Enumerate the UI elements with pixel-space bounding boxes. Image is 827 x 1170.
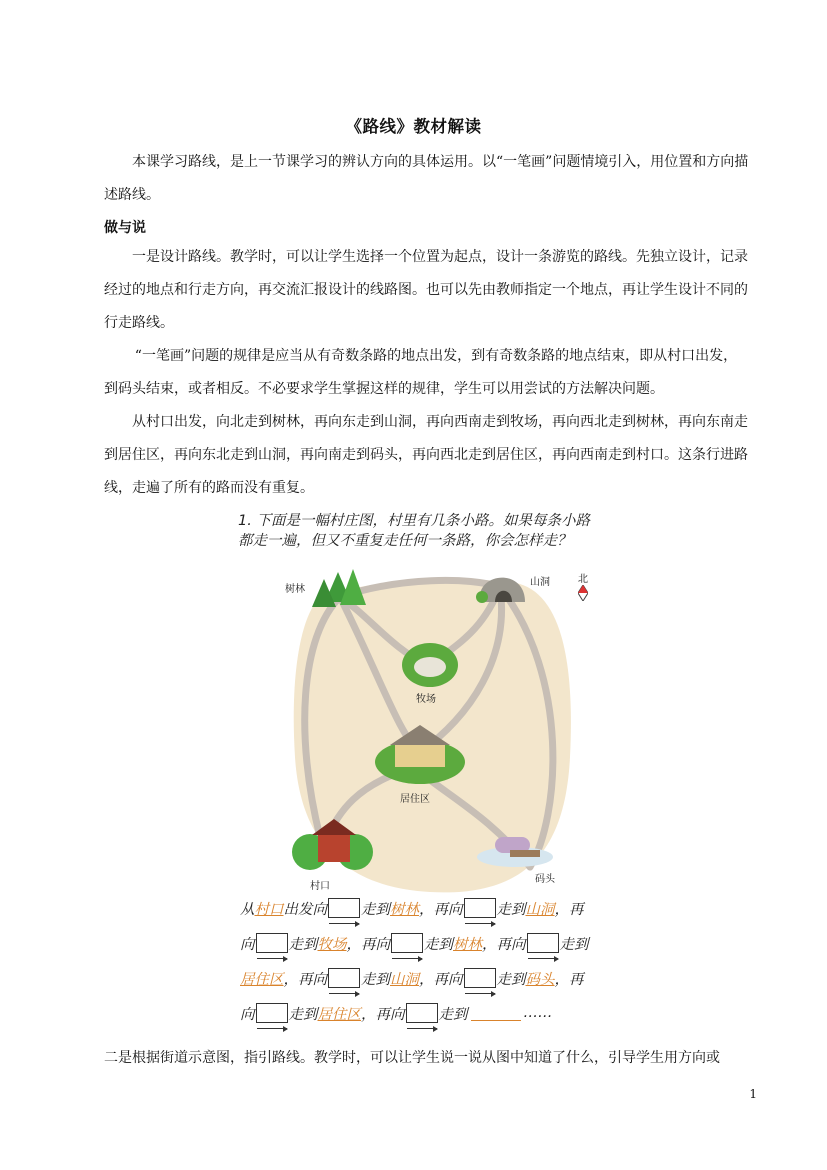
direction-blank[interactable]: [391, 933, 423, 953]
forest-icon: [312, 569, 366, 607]
north-indicator: [575, 570, 591, 604]
row-text: 走到: [288, 936, 318, 953]
pasture-icon: [402, 643, 458, 687]
row-text: ，再向: [482, 936, 526, 953]
place-forest: 树林: [453, 936, 482, 953]
paragraph-design-route: 一是设计路线。教学时，可以让学生选择一个位置为起点，设计一条游览的路线。先独立设计，记录经过的地点和行走方向，再交流汇报设计的线路图。也可以先由教师指定一个地点，再让学生设计不同的行走路线。: [104, 249, 748, 331]
label-cave: 山洞: [530, 577, 550, 588]
answer-line[interactable]: [471, 1006, 521, 1021]
row-text: 走到: [496, 971, 526, 988]
row-text: 走到: [496, 901, 526, 918]
row-text: 走到: [288, 1006, 318, 1023]
label-pasture: 牧场: [416, 694, 436, 705]
page-number: 1: [749, 1087, 757, 1101]
row-text: ，再向: [361, 1006, 405, 1023]
place-village: 村口: [254, 901, 284, 918]
direction-blank[interactable]: [328, 968, 360, 988]
paragraph-street-map: 二是根据街道示意图，指引路线。教学时，可以让学生说一说从图中知道了什么，引导学生用方向或: [104, 1050, 720, 1066]
row-text: ，再向: [346, 936, 390, 953]
fill-row-3: [240, 965, 620, 991]
direction-blank[interactable]: [464, 968, 496, 988]
row-text: 向: [240, 936, 255, 953]
direction-blank[interactable]: [328, 898, 360, 918]
row-text: 走到: [438, 1006, 468, 1023]
row-text: 走到: [559, 936, 589, 953]
place-cave: 山洞: [525, 901, 555, 918]
row-text: ，再: [554, 971, 584, 988]
section-heading: 做与说: [104, 220, 146, 236]
row-text: 走到: [361, 971, 390, 988]
intro-paragraph: 本课学习路线，是上一节课学习的辨认方向的具体运用。以“一笔画”问题情境引入，用位置和方向描述路线。: [104, 154, 749, 203]
place-residence: 居住区: [317, 1006, 361, 1023]
label-residence: 居住区: [400, 794, 430, 805]
direction-blank[interactable]: [527, 933, 559, 953]
row-text: 从: [240, 901, 255, 918]
village-map: [280, 557, 580, 897]
row-text: 走到: [361, 901, 390, 918]
label-village: 村口: [310, 881, 330, 892]
place-pasture: 牧场: [317, 936, 347, 953]
label-forest: 树林: [285, 584, 305, 595]
direction-blank[interactable]: [464, 898, 496, 918]
fill-row-4: [240, 1000, 620, 1026]
row-text: 出发向: [283, 901, 327, 918]
north-arrow-icon: [578, 585, 588, 601]
fill-row-2: [240, 930, 620, 956]
row-text: 走到: [424, 936, 453, 953]
place-cave: 山洞: [390, 971, 419, 988]
page-title: 《路线》教材解读: [345, 117, 482, 136]
place-dock: 码头: [525, 971, 555, 988]
textbook-figure: [230, 512, 620, 1032]
place-forest: 树林: [390, 901, 419, 918]
direction-blank[interactable]: [256, 933, 288, 953]
row-text: ，再向: [419, 971, 463, 988]
north-label: 北: [578, 574, 588, 585]
fill-row-1: [240, 895, 620, 921]
row-text: ……: [523, 1005, 553, 1021]
paragraph-route-answer: 从村口出发，向北走到树林，再向东走到山洞，再向西南走到牧场，再向西北走到树林，再向东南走到居住区，再向东北走到山洞，再向南走到码头，再向西北走到居住区，再向西南走到村口。这条行进路线，走遍了所有的路而没有重复。: [104, 414, 748, 496]
paragraph-one-stroke-rule: “一笔画”问题的规律是应当从有奇数条路的地点出发，到有奇数条路的地点结束，即从村口出发，到码头结束，或者相反。不必要求学生掌握这样的规律，学生可以用尝试的方法解决问题。: [104, 348, 738, 397]
row-text: ，再: [554, 901, 584, 918]
direction-blank[interactable]: [256, 1003, 288, 1023]
row-text: ，再向: [419, 901, 463, 918]
row-text: ，再向: [283, 971, 327, 988]
direction-blank[interactable]: [406, 1003, 438, 1023]
row-text: 向: [240, 1006, 255, 1023]
label-dock: 码头: [535, 874, 555, 885]
figure-question: 1. 下面是一幅村庄图，村里有几条小路。如果每条小路都走一遍，但又不重复走任何一条路，你会怎样走？: [238, 513, 590, 549]
place-residence: 居住区: [240, 971, 284, 988]
